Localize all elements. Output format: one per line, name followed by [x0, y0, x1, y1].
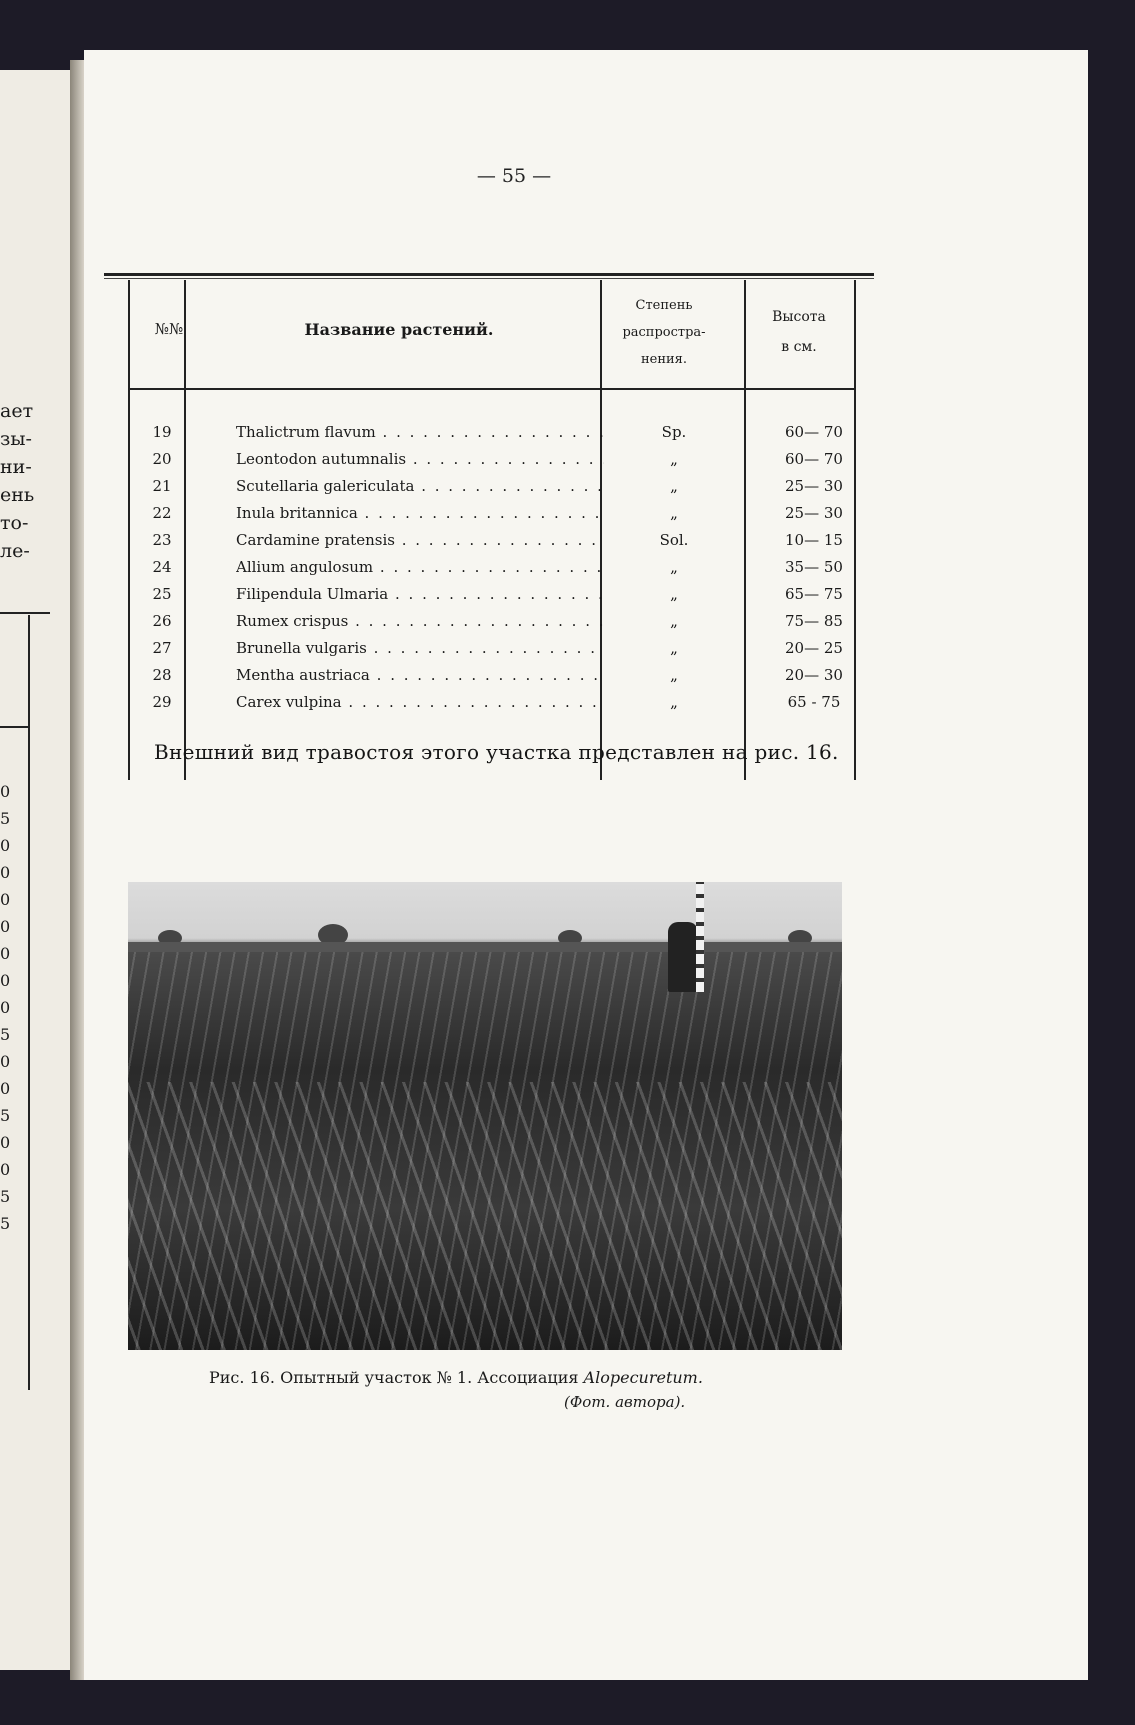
left-page-word: зы- — [0, 428, 32, 450]
row-degree: „ — [670, 666, 678, 684]
left-page-number: 0 — [0, 917, 11, 936]
table-row — [104, 423, 874, 450]
table-row — [104, 585, 874, 612]
left-page-number: 0 — [0, 971, 11, 990]
row-degree: „ — [670, 693, 678, 711]
row-height: 25— 30 — [785, 477, 843, 495]
header-number: №№ — [154, 320, 184, 338]
table-row — [104, 666, 874, 693]
left-page-number: 0 — [0, 890, 11, 909]
photo-horizon — [128, 942, 842, 952]
table-row — [104, 531, 874, 558]
table-row — [104, 558, 874, 585]
row-degree: „ — [670, 450, 678, 468]
table-row — [104, 612, 874, 639]
row-plant-name: Cardamine pratensis . . . — [236, 531, 604, 549]
row-degree: Sol. — [659, 531, 689, 549]
row-plant-name: Rumex crispus . . . — [236, 612, 604, 630]
table-row — [104, 450, 874, 477]
table-row — [104, 693, 874, 720]
left-page-number: 5 — [0, 1106, 11, 1125]
row-number: 19 — [152, 423, 172, 441]
row-number: 27 — [152, 639, 172, 657]
row-degree: „ — [670, 558, 678, 576]
row-number: 22 — [152, 504, 172, 522]
left-page-rule — [0, 726, 28, 728]
row-degree: „ — [670, 639, 678, 657]
left-page-number: 0 — [0, 836, 11, 855]
row-height: 60— 70 — [785, 450, 843, 468]
left-page-number: 0 — [0, 863, 11, 882]
row-degree: „ — [670, 612, 678, 630]
header-degree — [604, 292, 724, 373]
row-plant-name: Thalictrum flavum . . . — [236, 423, 604, 441]
row-number: 23 — [152, 531, 172, 549]
left-page-word: ает — [0, 400, 34, 422]
left-page-number: 0 — [0, 1160, 11, 1179]
figure-caption-association: Alopecuretum. — [583, 1368, 703, 1387]
left-page-column-line — [28, 615, 30, 1390]
left-page-word: то- — [0, 512, 29, 534]
row-height: 65 - 75 — [787, 693, 841, 711]
left-page-number: 0 — [0, 1133, 11, 1152]
row-height: 65— 75 — [785, 585, 843, 603]
header-plant-name: Название растений. — [304, 320, 494, 339]
table-top-rule — [104, 278, 874, 279]
row-number: 29 — [152, 693, 172, 711]
table-row — [104, 639, 874, 666]
figure-caption-text: Рис. 16. Опытный участок № 1. Ассоциация — [209, 1368, 584, 1387]
field-photograph — [128, 882, 842, 1350]
left-page-number: 0 — [0, 998, 11, 1017]
row-plant-name: Mentha austriaca . . . — [236, 666, 604, 684]
photo-person — [668, 922, 698, 992]
row-number: 21 — [152, 477, 172, 495]
row-plant-name: Filipendula Ulmaria . . . — [236, 585, 604, 603]
row-plant-name: Scutellaria galericulata . . . — [236, 477, 604, 495]
row-plant-name: Leontodon autumnalis . . . — [236, 450, 604, 468]
row-degree: „ — [670, 504, 678, 522]
left-page-number: 0 — [0, 1079, 11, 1098]
row-plant-name: Inula britannica . . . — [236, 504, 604, 522]
header-height-line: в см. — [781, 339, 817, 355]
row-plant-name: Brunella vulgaris . . . — [236, 639, 604, 657]
row-plant-name: Carex vulpina . . . — [236, 693, 604, 711]
left-page-number: 5 — [0, 1214, 11, 1233]
row-number: 28 — [152, 666, 172, 684]
row-plant-name: Allium angulosum . . . — [236, 558, 604, 576]
row-degree: „ — [670, 585, 678, 603]
photo-measuring-staff — [696, 882, 704, 992]
header-degree-line: Степень — [635, 298, 693, 313]
row-height: 20— 25 — [785, 639, 843, 657]
table-header-rule — [128, 388, 854, 390]
photo-grass — [128, 1082, 842, 1350]
left-page-word: ень — [0, 484, 35, 506]
row-height: 60— 70 — [785, 423, 843, 441]
row-number: 25 — [152, 585, 172, 603]
table-top-rule — [104, 273, 874, 276]
figure-credit: (Фот. автора). — [564, 1393, 686, 1411]
book-page — [84, 50, 1088, 1680]
row-height: 35— 50 — [785, 558, 843, 576]
page-number: — 55 — — [476, 165, 552, 187]
header-height-line: Высота — [772, 309, 826, 325]
left-page-number: 5 — [0, 809, 11, 828]
header-height — [744, 302, 854, 362]
left-page-rule — [0, 612, 50, 614]
left-page-number: 0 — [0, 944, 11, 963]
left-page-word: ле- — [0, 540, 30, 562]
row-height: 75— 85 — [785, 612, 843, 630]
body-paragraph: Внешний вид травостоя этого участка представлен на рис. 16. — [154, 740, 839, 764]
row-number: 24 — [152, 558, 172, 576]
left-page-number: 0 — [0, 1052, 11, 1071]
left-page-number: 0 — [0, 782, 11, 801]
row-height: 20— 30 — [785, 666, 843, 684]
table-row — [104, 477, 874, 504]
table-row — [104, 504, 874, 531]
header-degree-line: нения. — [640, 352, 688, 367]
left-facing-page — [0, 70, 72, 1670]
row-number: 20 — [152, 450, 172, 468]
header-degree-line: распростра- — [622, 325, 706, 340]
row-height: 10— 15 — [785, 531, 843, 549]
row-degree: „ — [670, 477, 678, 495]
left-page-number: 5 — [0, 1187, 11, 1206]
left-page-number: 5 — [0, 1025, 11, 1044]
book-gutter — [70, 60, 84, 1680]
row-height: 25— 30 — [785, 504, 843, 522]
figure-caption — [209, 1368, 809, 1387]
left-page-word: ни- — [0, 456, 32, 478]
row-number: 26 — [152, 612, 172, 630]
row-degree: Sp. — [661, 423, 687, 441]
